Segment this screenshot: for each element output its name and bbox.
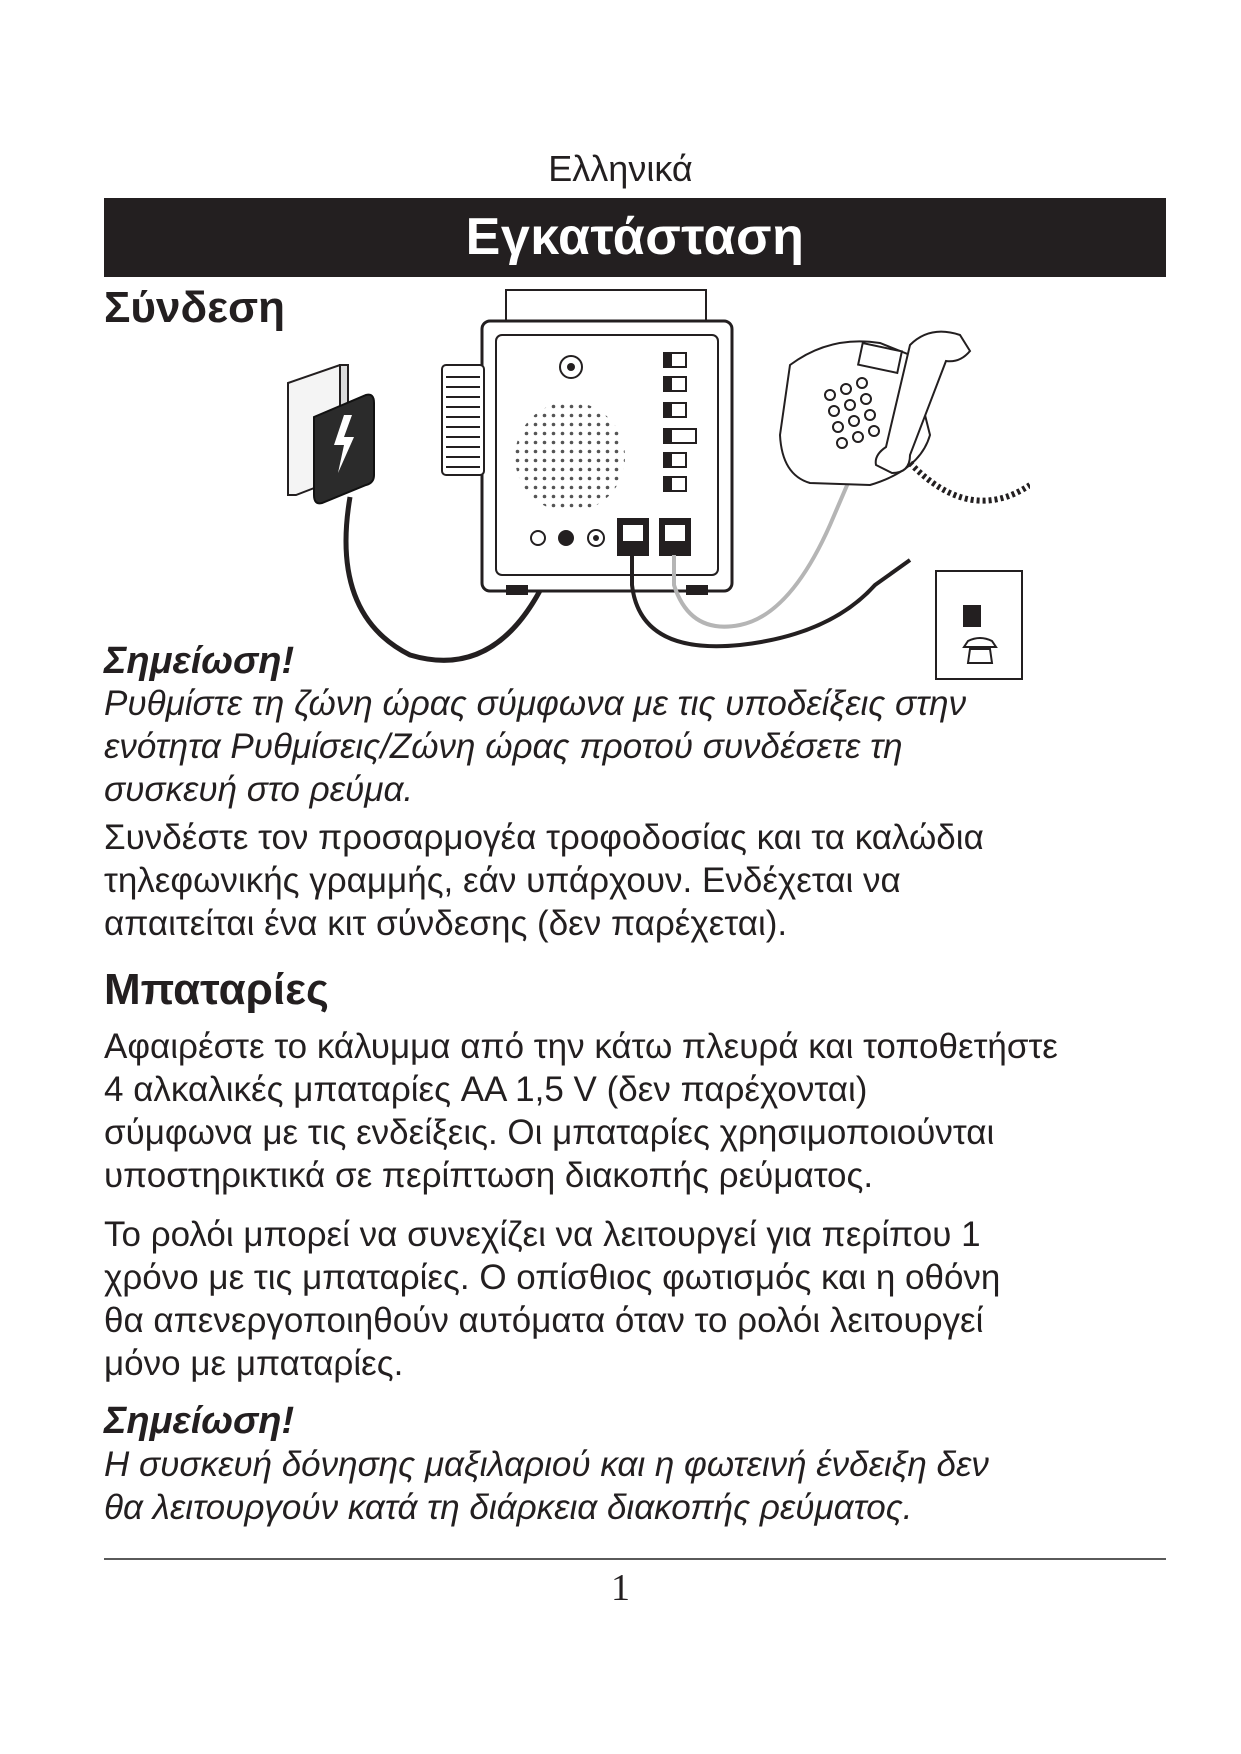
batteries-para-2 [104, 1213, 1184, 1385]
batteries-note-title: Σημείωση! [104, 1400, 295, 1442]
language-label: Ελληνικά [548, 148, 693, 189]
connection-illustration [270, 285, 1030, 680]
connection-note-text [104, 682, 1184, 811]
body-line: τηλεφωνικής γραμμής, εάν υπάρχουν. Ενδέχεται να [104, 861, 901, 900]
note-line: Η συσκευή δόνησης μαξιλαριού και η φωτεινή ένδειξη δεν [104, 1445, 989, 1484]
footer-divider [104, 1558, 1166, 1560]
section-banner: Εγκατάσταση [104, 198, 1166, 277]
note-line: θα λειτουργούν κατά τη διάρκεια διακοπής ρεύματος. [104, 1488, 913, 1527]
connection-heading: Σύνδεση [104, 283, 286, 332]
wall-phone-jack-icon [936, 571, 1022, 679]
batteries-para-1 [104, 1025, 1184, 1197]
body-line: θα απενεργοποιηθούν αυτόματα όταν το ρολόι λειτουργεί [104, 1301, 984, 1340]
body-line: Το ρολόι μπορεί να συνεχίζει να λειτουργεί για περίπου 1 [104, 1215, 981, 1254]
batteries-note-text [104, 1443, 1184, 1529]
page-number: 1 [611, 1567, 630, 1609]
telephone-icon [780, 332, 1030, 501]
body-line: Αφαιρέστε το κάλυμμα από την κάτω πλευρά και τοποθετήστε [104, 1027, 1058, 1066]
body-line: 4 αλκαλικές μπαταρίες AA 1,5 V (δεν παρέχονται) [104, 1070, 868, 1109]
body-line: σύμφωνα με τις ενδείξεις. Οι μπαταρίες χρησιμοποιούνται [104, 1113, 995, 1152]
note-line: συσκευή στο ρεύμα. [104, 770, 414, 809]
body-line: υποστηρικτικά σε περίπτωση διακοπής ρεύματος. [104, 1156, 874, 1195]
body-line: μόνο με μπαταρίες. [104, 1344, 404, 1383]
note-line: Ρυθμίστε τη ζώνη ώρας σύμφωνα με τις υποδείξεις στην [104, 684, 967, 723]
connection-body-text [104, 816, 1184, 945]
alarm-clock-back-icon [442, 290, 732, 595]
connection-note-title: Σημείωση! [104, 640, 295, 682]
body-line: χρόνο με τις μπαταρίες. Ο οπίσθιος φωτισμός και η οθόνη [104, 1258, 1001, 1297]
note-line: ενότητα Ρυθμίσεις/Ζώνη ώρας προτού συνδέσετε τη [104, 727, 903, 766]
body-line: Συνδέστε τον προσαρμογέα τροφοδοσίας και τα καλώδια [104, 818, 984, 857]
body-line: απαιτείται ένα κιτ σύνδεσης (δεν παρέχεται). [104, 904, 788, 943]
batteries-heading: Μπαταρίες [104, 965, 329, 1014]
